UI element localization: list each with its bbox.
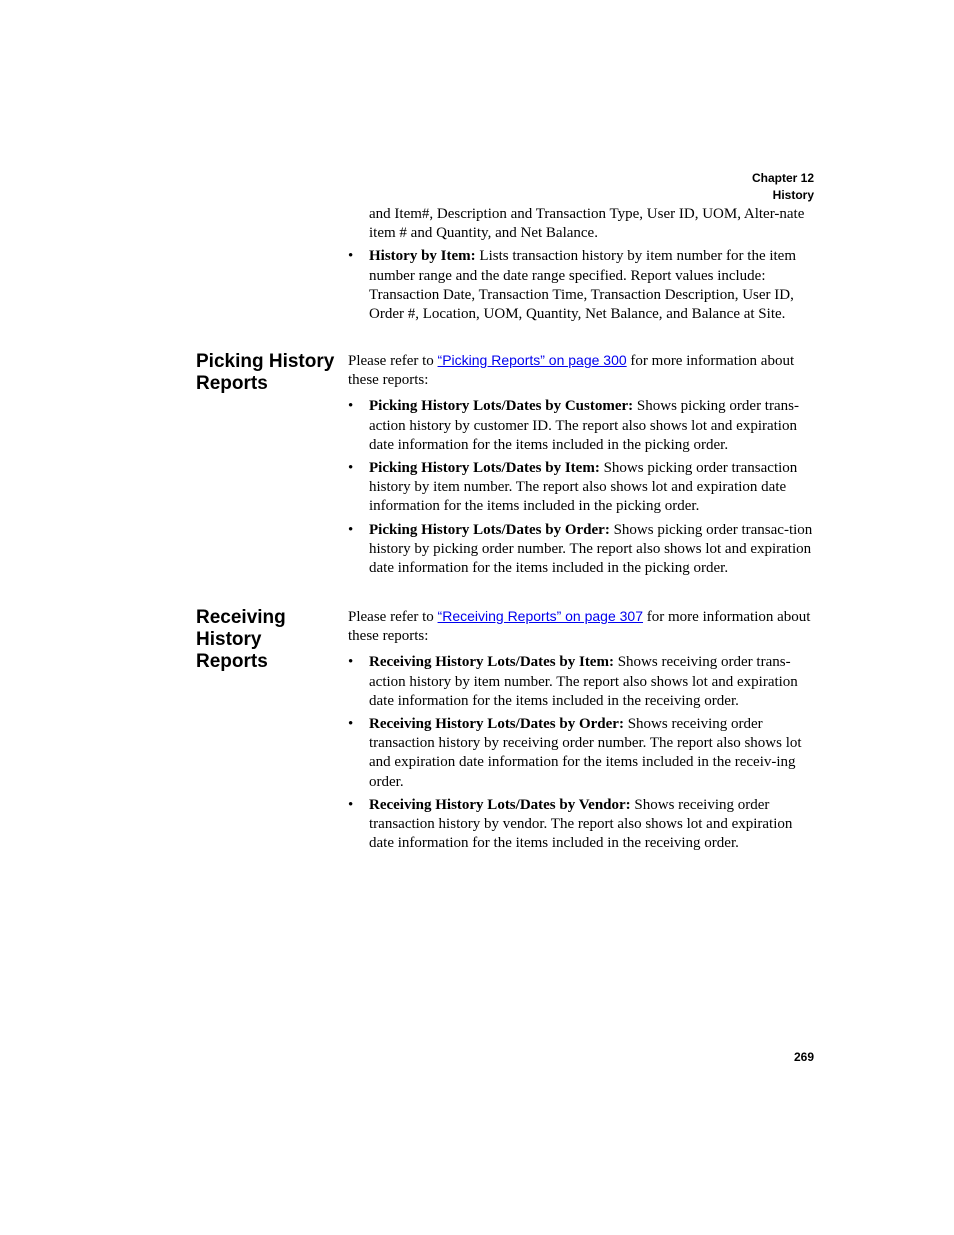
section-body [348, 607, 818, 857]
section-heading: Receiving History Reports [196, 607, 286, 672]
bullet-marker: • [348, 716, 354, 733]
list-item [348, 521, 818, 579]
bullet-marker: • [348, 248, 354, 265]
item-description: Shows picking order trans-action history by customer ID. The report also shows lot and expiration date information for the items included in the picking order. [369, 398, 799, 453]
intro-text-after: for more information about these reports: [348, 609, 811, 645]
list-item [348, 796, 818, 854]
chapter-label: Chapter 12 [751, 171, 814, 185]
chapter-title: History [772, 188, 814, 202]
item-description: Shows receiving order transaction history by receiving order number. The report also shows lot and expiration date information for the items included in the receiv-ing order. [369, 716, 802, 790]
bullet-marker: • [348, 654, 354, 671]
continued-paragraph: and Item#, Description and Transaction Type, User ID, UOM, Alter-nate item # and Quantity, and Net Balance. [369, 206, 805, 242]
section-body [348, 351, 818, 582]
bullet-marker: • [348, 521, 354, 538]
item-description: Shows picking order transac-tion history by picking order number. The report also shows lot and expiration date information for the items included in the picking order. [369, 521, 813, 577]
section-intro [348, 607, 818, 646]
item-description: Shows receiving order trans-action history by item number. The report also shows lot and expiration date information for the items included in the receiving order. [369, 654, 798, 709]
picking-bullet-list [348, 397, 818, 578]
section-heading: Picking History Reports [196, 351, 335, 394]
item-term: Receiving History Lots/Dates by Order: [369, 716, 624, 733]
list-item [348, 715, 818, 792]
continued-bullet-list [348, 247, 818, 324]
list-item [348, 653, 818, 711]
list-item [348, 397, 818, 455]
bullet-marker: • [348, 398, 354, 415]
item-term: History by Item: [369, 248, 476, 265]
page-number: 269 [793, 1050, 814, 1064]
section-intro [348, 351, 818, 390]
intro-text-before: Please refer to [348, 353, 438, 369]
item-term: Receiving History Lots/Dates by Vendor: [369, 796, 631, 813]
intro-text-before: Please refer to [348, 609, 438, 625]
list-item [348, 459, 818, 517]
intro-text-after: for more information about these reports: [348, 353, 795, 389]
continued-text-block [348, 205, 818, 328]
picking-reports-link[interactable]: “Picking Reports” on page 300 [437, 352, 627, 368]
item-description: Lists transaction history by item number for the item number range and the date range specified. Report values include: Transaction Date, Transaction Time, Transaction Description, User ID, Order #, Location, UOM, Quantity, Net Balance, and Balance at Site. [369, 248, 797, 323]
item-term: Picking History Lots/Dates by Customer: [369, 398, 634, 415]
item-description: Shows receiving order transaction history by vendor. The report also shows lot and expiration date information for the items included in the receiving order. [369, 796, 793, 852]
receiving-reports-link[interactable]: “Receiving Reports” on page 307 [437, 608, 644, 624]
item-term: Picking History Lots/Dates by Order: [369, 521, 610, 538]
bullet-marker: • [348, 460, 354, 477]
running-head [752, 170, 814, 204]
receiving-bullet-list [348, 653, 818, 853]
item-description: Shows picking order transaction history by item number. The report also shows lot and expiration date information for the items included in the picking order. [369, 460, 798, 515]
list-item [348, 247, 818, 324]
bullet-marker: • [348, 796, 354, 813]
item-term: Picking History Lots/Dates by Item: [369, 460, 600, 477]
item-term: Receiving History Lots/Dates by Item: [369, 654, 614, 671]
